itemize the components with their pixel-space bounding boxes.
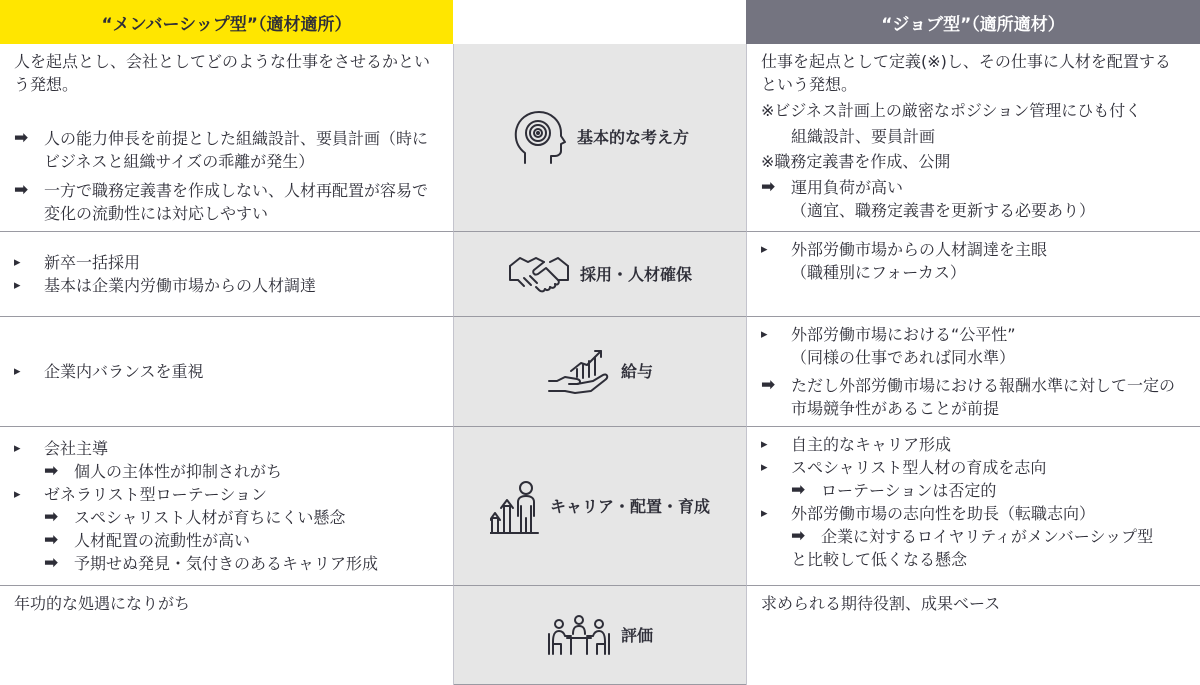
arrow-item (14, 127, 439, 173)
row-text: 求められる期待役割、成果ベース (761, 594, 1001, 613)
row-salary-left (0, 317, 454, 427)
bullet-icon: ▸ (14, 278, 21, 293)
bullet-icon: ▸ (761, 460, 768, 475)
row-text: 組織設計、要員計画 (791, 126, 936, 146)
career-growth-icon (490, 478, 540, 534)
arrow-item (761, 374, 1186, 420)
row-salary-label (454, 317, 746, 427)
row-text: 人を起点とし、会社としてどのような仕事をさせるかという発想。 (14, 52, 431, 94)
row-text: スペシャリスト人材が育ちにくい懸念 (74, 508, 346, 527)
arrow-icon: ➡ (14, 128, 29, 148)
row-text: ただし外部労働市場における報酬水準に対して一定の市場競争性があることが前提 (791, 376, 1176, 418)
row-text: 年功的な処遇になりがち (14, 594, 191, 613)
row-text: 外部労働市場における“公平性” (791, 325, 1016, 344)
bullet-item (761, 456, 1186, 479)
row-text: 会社主導 (44, 439, 109, 458)
handshake-icon (508, 252, 570, 296)
row-evaluation-right (746, 586, 1200, 685)
bullet-icon: ▸ (14, 255, 21, 270)
arrow-icon: ➡ (761, 375, 776, 395)
arrow-icon: ➡ (44, 553, 59, 573)
arrow-icon: ➡ (14, 180, 29, 200)
row-salary-right (746, 317, 1200, 427)
row-hiring-label (454, 232, 746, 317)
bullet-item (14, 437, 439, 460)
row-text: ゼネラリスト型ローテーション (44, 485, 268, 504)
row-hiring-right (746, 232, 1200, 317)
arrow-item (14, 552, 439, 575)
header-job-type: “ジョブ型”（適所適材） (746, 0, 1200, 44)
row-text: （同様の仕事であれば同水準） (791, 348, 1016, 367)
arrow-icon: ➡ (791, 480, 806, 500)
row-text: 新卒一括採用 (44, 253, 141, 272)
bullet-icon: ▸ (761, 437, 768, 452)
arrow-item (761, 176, 1186, 199)
row-text: 人材配置の流動性が高い (74, 531, 251, 550)
row-label: 給与 (620, 362, 653, 381)
bullet-icon: ▸ (761, 506, 768, 521)
head-thinking-icon (511, 109, 567, 167)
meeting-people-icon (547, 614, 611, 656)
row-text: スペシャリスト型人材の育成を志向 (791, 458, 1047, 477)
arrow-icon: ➡ (761, 177, 776, 198)
bullet-item (14, 360, 439, 383)
header-spacer (454, 0, 746, 44)
row-label: 評価 (620, 625, 653, 645)
row-evaluation-label (454, 586, 746, 685)
arrow-item (14, 179, 439, 225)
row-career-left (0, 427, 454, 586)
row-label: キャリア・配置・育成 (549, 496, 710, 516)
row-text: 外部労働市場からの人材調達を主眼 (791, 240, 1048, 259)
row-text: 仕事を起点として定義(※)し、その仕事に人材を配置するという発想。 (761, 52, 1171, 94)
bullet-item (14, 483, 439, 506)
row-text: 企業に対するロイヤリティがメンバーシップ型 (821, 527, 1154, 546)
row-evaluation-left (0, 586, 454, 685)
bullet-icon: ▸ (14, 364, 21, 379)
row-text: 自主的なキャリア形成 (791, 435, 952, 454)
bullet-item (761, 433, 1186, 456)
row-text: 外部労働市場の志向性を助長（転職志向） (791, 504, 1096, 523)
row-text: 企業内バランスを重視 (44, 362, 204, 381)
arrow-item (14, 460, 439, 483)
arrow-icon: ➡ (791, 526, 806, 546)
bullet-item (761, 238, 1186, 261)
bullet-icon: ▸ (14, 441, 21, 456)
row-basic-right (746, 44, 1200, 232)
hand-growth-chart-icon (547, 347, 611, 397)
row-basic-label (454, 44, 746, 232)
row-text: 運用負荷が高い (791, 178, 904, 198)
row-career-label (454, 427, 746, 586)
arrow-item (761, 525, 1186, 548)
bullet-item (14, 274, 439, 297)
row-text: ※ビジネス計画上の厳密なポジション管理にひも付く (761, 100, 1142, 120)
header-membership-type: “メンバーシップ型”（適材適所） (0, 0, 454, 44)
bullet-item (761, 502, 1186, 525)
row-label: 基本的な考え方 (576, 128, 689, 147)
arrow-item (14, 529, 439, 552)
row-text: 予期せぬ発見・気付きのあるキャリア形成 (74, 554, 379, 573)
row-text: （職種別にフォーカス） (791, 263, 966, 282)
arrow-item (761, 479, 1186, 502)
bullet-item (761, 323, 1186, 346)
bullet-icon: ▸ (761, 242, 768, 257)
bullet-icon: ▸ (14, 487, 21, 502)
row-hiring-left (0, 232, 454, 317)
row-text: ローテーションは否定的 (821, 481, 997, 500)
arrow-icon: ➡ (44, 507, 59, 527)
arrow-icon: ➡ (44, 461, 59, 481)
arrow-item (14, 506, 439, 529)
arrow-icon: ➡ (44, 530, 59, 550)
row-text: 個人の主体性が抑制されがち (74, 462, 283, 481)
row-text: ※職務定義書を作成、公開 (761, 152, 951, 172)
row-text: と比較して低くなる懸念 (791, 550, 968, 569)
row-basic-left (0, 44, 454, 232)
bullet-item (14, 251, 439, 274)
row-text: 人の能力伸長を前提とした組織設計、要員計画（時にビジネスと組織サイズの乖離が発生） (44, 129, 429, 171)
row-text: 一方で職務定義書を作成しない、人材再配置が容易で変化の流動性には対応しやすい (44, 181, 429, 223)
row-career-right (746, 427, 1200, 586)
row-text: 基本は企業内労働市場からの人材調達 (44, 276, 317, 295)
row-text: （適宜、職務定義書を更新する必要あり） (791, 201, 1096, 221)
row-label: 採用・人材確保 (579, 264, 692, 284)
bullet-icon: ▸ (761, 327, 768, 342)
